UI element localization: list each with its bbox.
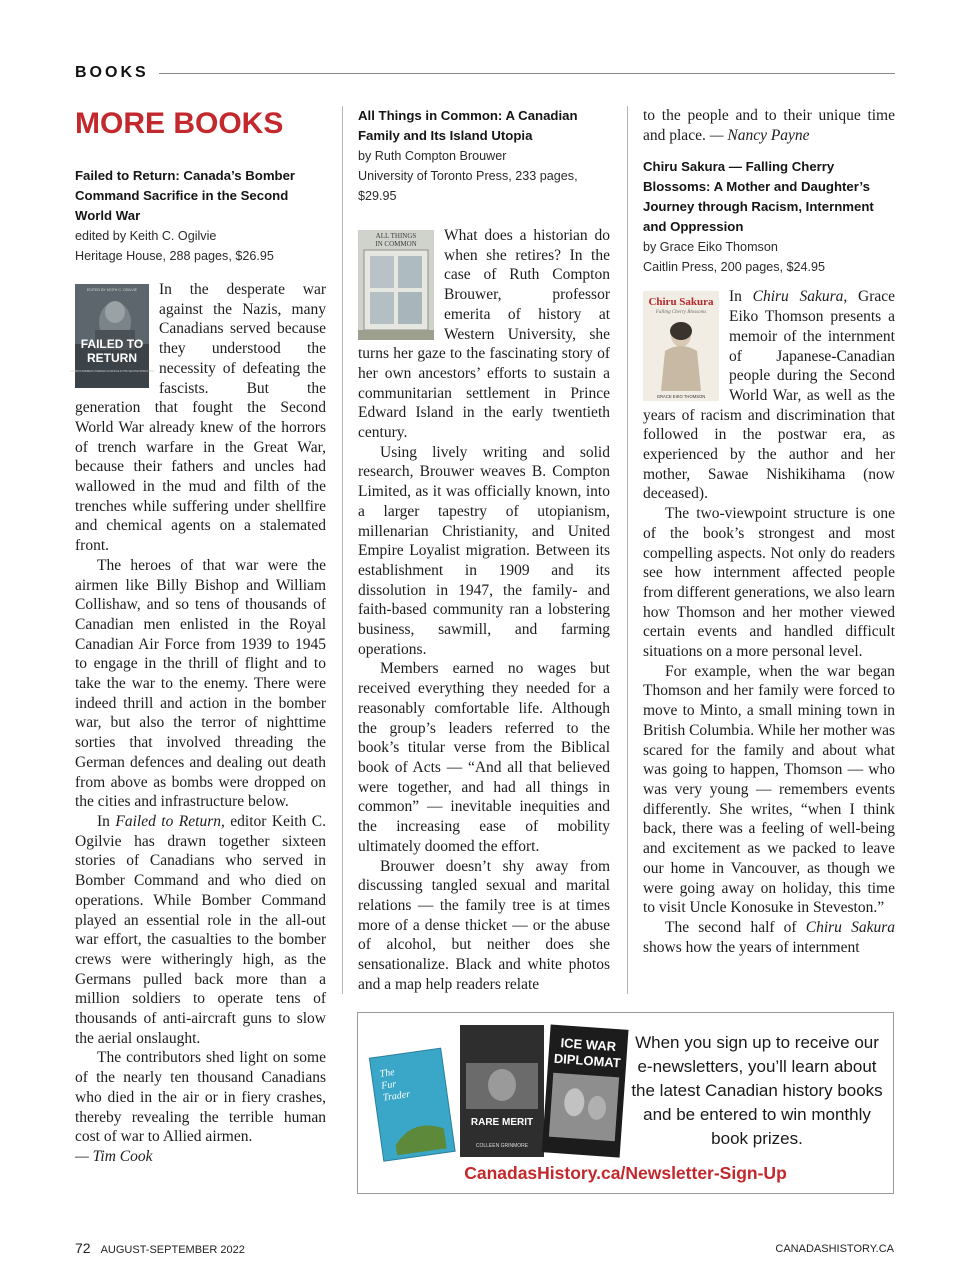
book2-cover-title-2: IN COMMON [375, 240, 417, 248]
book3-paragraph-2: The two-viewpoint structure is one of the book’s strongest and most compelling aspects. Not only do readers see how internment affected people from different generations, we also learn how Thomson and her mother viewed certain events and handled difficult situations on a more personal level. [643, 505, 895, 661]
book2-author: by Ruth Compton Brouwer [358, 149, 507, 163]
book3-author: by Grace Eiko Thomson [643, 240, 778, 255]
book3-cover-sub: Falling Cherry Blossoms [655, 310, 707, 316]
footer-site: CANADASHISTORY.CA [775, 1243, 894, 1255]
book3-cover-image [643, 291, 719, 401]
book1-paragraph-2: The heroes of that war were the airmen like Billy Bishop and William Collishaw, and so tens of thousands of Canadian men enlisted in the Royal Canadian Air Force from 1939 to 1945 to engage in the thrill of flight and to take the war to the enemy. There were indeed thrill and action in the bomber war, but also the terror of nighttime sorties that involved threading the German defences and dealing out death from above as bombs were dropped on the cities and infrastructure below. [75, 556, 326, 811]
book1-cover-title-2: RETURN [87, 351, 137, 365]
issue-date: AUGUST-SEPTEMBER 2022 [100, 1244, 245, 1256]
book1-paragraph-3: In Failed to Return, editor Keith C. Ogilvie has drawn together sixteen stories of Canadians who served in Bomber Command and who died on operations. While Bomber Command played an essential role in the all-out war effort, the casualties to the bomber crews were witheringly high, as the Germans pulled back more than a million soldiers to operate tens of thousands of anti-aircraft guns to slow the aerial onslaught. [75, 812, 327, 1047]
ad-book-b-line-1: RARE MERIT [470, 1117, 534, 1128]
book1-cover-top: EDITED BY KEITH C. OGILVIE [86, 288, 138, 292]
book2-cover-title-1: ALL THINGS [375, 232, 417, 240]
column-divider-left [342, 106, 343, 994]
book1-cover-image [69, 284, 155, 388]
ad-book-a-line-2: Fur [380, 1078, 398, 1092]
book1-paragraph-4: The contributors shed light on some of the nearly ten thousand Canadians who died in the air or in fiery crashes, thereby revealing the terrible human cost of war to Allied airmen. [75, 1049, 326, 1146]
section-rule [159, 73, 895, 74]
page-title: MORE BOOKS [75, 107, 284, 140]
newsletter-ad[interactable] [357, 1012, 894, 1194]
book3-cover-title: Chiru Sakura [648, 296, 714, 309]
book3-paragraph-3: For example, when the war began Thomson and her family were forced to move to Minto, a small mining town in British Columbia. While her mother was scared for the family and about what was going to happen, Thomson — who was very young — remembers events differently. She writes, “when I think back, there was a feeling of well-being and excitement as we packed to leave our home in Vancouver, as though we were going away on holiday, this time to visit Uncle Konosuke in Steveston.” [643, 662, 895, 917]
ad-book-c-line-1: ICE WAR [560, 1035, 617, 1055]
book1-cover-sub: CANADA’S BOMBER COMMAND SACRIFICE IN THE SECOND WORLD WAR [69, 370, 155, 373]
ad-book-b-line-2: COLLEEN GRINMORE [475, 1143, 529, 1149]
ad-book-covers-image [370, 1023, 628, 1163]
book3-title-italic-2: Chiru Sakura [805, 918, 895, 936]
footer-left [75, 1240, 245, 1256]
ad-book-c-line-2: DIPLOMAT [553, 1050, 622, 1071]
ad-text: When you sign up to receive our e-newsletters, you’ll learn about the latest Canadian history books and be entered to win monthly book prizes. [631, 1033, 883, 1148]
book3-cover-author: GRACE EIKO THOMSON [656, 394, 706, 400]
book2-paragraph-3: Members earned no wages but received everything they needed for a reasonably comfortable life. Although the group’s leaders referred to the book’s titular verse from the Biblical book of Acts — “And all that believed were together, and had all things in common” — inevitable inequities and the increasing ease of mobility ultimately doomed the effort. [358, 660, 610, 855]
book1-title: Failed to Return: Canada’s Bomber Command Sacrifice in the Second World War [75, 168, 296, 223]
book2-byline: — Nancy Payne [709, 126, 810, 144]
book1-publisher: Heritage House, 288 pages, $26.95 [75, 249, 274, 263]
book3-title-italic: Chiru Sakura [752, 288, 844, 306]
column-3 [643, 106, 895, 957]
column-1 [69, 106, 327, 1167]
ad-book-a-line-3: Trader [382, 1088, 411, 1104]
book2-title: All Things in Common: A Canadian Family and Its Island Utopia [358, 108, 578, 143]
ad-book-a-line-1: The [378, 1066, 396, 1080]
book1-title-italic: Failed to Return [115, 812, 221, 830]
book3-paragraph-1: In Chiru Sakura, Grace Eiko Thomson presents a memoir of the internment of Japanese-Canadian people during the Second World War, as well as the years of racism and discrimination that followed in the postwar era, as experienced by the author and her mother, Sawae Nishikihama (now deceased). [643, 288, 895, 503]
book2-paragraph-1: What does a historian do when she retires? In the case of Ruth Compton Brouwer, professor emerita of history at Western University, she turns her gaze to the fascinating story of her own ancestors’ efforts to sustain a communitarian settlement in Prince Edward Island in the early twentieth century. [358, 227, 610, 442]
book2-paragraph-4: Brouwer doesn’t shy away from discussing tangled sexual and marital relations — the family tree is at times more of a dense thicket — or the abuse of alcohol, but neither does she sensationalize. Black and white photos and a map help readers relate [358, 857, 610, 993]
book1-cover-title-1: FAILED TO [80, 337, 144, 351]
column-2 [358, 106, 610, 994]
book2-cover-image [358, 230, 434, 340]
book3-title: Chiru Sakura — Falling Cherry Blossoms: A Mother and Daughter’s Journey through Racism, Internment and Oppression [643, 159, 874, 235]
book2-publisher: University of Toronto Press, 233 pages, $29.95 [358, 169, 578, 203]
book3-paragraph-4: The second half of Chiru Sakura shows how the years of internment [643, 918, 895, 956]
book1-editor: edited by Keith C. Ogilvie [75, 229, 217, 243]
section-header [75, 62, 895, 84]
book1-byline: — Tim Cook [75, 1147, 153, 1165]
page-number: 72 [75, 1240, 91, 1256]
section-label: BOOKS [75, 64, 149, 81]
book3-publisher: Caitlin Press, 200 pages, $24.95 [643, 260, 826, 275]
book2-continuation: to the people and to their unique time and place. — Nancy Payne [643, 107, 895, 144]
book2-paragraph-2: Using lively writing and solid research, Brouwer weaves B. Compton Limited, as it was officially known, into a larger tapestry of utopianism, millenarian Christianity, and United Empire Loyalist migration. Between its establishment in 1909 and its dissolution in 1947, the family- and faith-based community ran a lobstering business, sawmill, and farming operations. [358, 443, 610, 658]
book1-paragraph-1: In the desperate war against the Nazis, many Canadians served because they understood the necessity of defeating the fascists. But the generation that fought the Second World War already knew of the horrors of trench warfare in the Great War, because their fathers and uncles had wallowed in the mud and filth of the trenches while suffering under shellfire and chemical agents on a stalemated front. [75, 281, 326, 555]
column-divider-right [627, 106, 628, 994]
newsletter-signup-link[interactable]: CanadasHistory.ca/Newsletter-Sign-Up [464, 1163, 787, 1183]
